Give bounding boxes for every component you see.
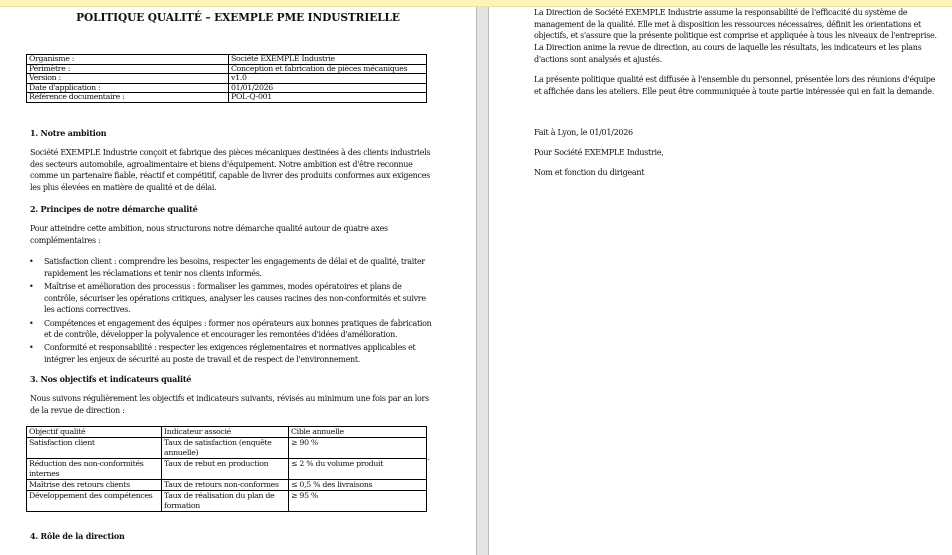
text-line: management de la qualité. Elle met à disposition les ressources nécessaires, définit les orientations et xyxy=(534,19,921,29)
bullet-icon: • xyxy=(29,257,34,266)
text-line: et de contrôle, développer la polyvalence et encourager les remontées d'idées d'amélioration. xyxy=(44,330,398,340)
text-line: comme un partenaire fiable, réactif et compétitif, capable de livrer des produits conformes aux exigences xyxy=(30,171,431,181)
table-cell: ≥ 95 % xyxy=(289,491,427,512)
text-line: d'actions sont analysés et ajustés. xyxy=(534,54,662,64)
section-4-paragraph-2 xyxy=(534,74,944,97)
table-cell: ≥ 90 % xyxy=(289,438,427,459)
table-cell: Taux de rebut en production xyxy=(162,459,289,480)
section-2-intro xyxy=(30,223,388,246)
text-line: de la revue de direction : xyxy=(30,405,125,415)
message-bar xyxy=(0,0,952,7)
text-line: Maîtrise et amélioration des processus : formaliser les gammes, modes opératoires et plans de xyxy=(44,281,402,291)
text-line: La Direction de Société EXEMPLE Industrie assume la responsabilité de l'efficacité du système de xyxy=(534,8,908,17)
text-line: les plus élevées en matière de qualité et de délai. xyxy=(30,183,217,193)
page-gap xyxy=(476,7,489,555)
table-cell: Satisfaction client xyxy=(27,438,162,459)
bullet-icon: • xyxy=(29,318,34,328)
table-header-row xyxy=(27,427,427,438)
info-label: Date d'application : xyxy=(27,83,229,93)
section-4-paragraph-1 xyxy=(534,7,944,66)
list-item xyxy=(26,342,436,365)
text-line: des secteurs automobile, agroalimentaire et biens d'équipement. Notre ambition est d'être reconnue xyxy=(30,159,413,169)
info-label: Organisme : xyxy=(27,55,229,65)
section-4-heading: 4. Rôle de la direction xyxy=(30,531,125,541)
signature-signatory: Nom et fonction du dirigeant xyxy=(534,168,645,177)
text-line: Satisfaction client : comprendre les besoins, respecter les engagements de délai et de qualité, traiter xyxy=(44,257,425,266)
info-row xyxy=(27,93,427,103)
table-cell: Réduction des non-conformités internes xyxy=(27,459,162,480)
signature-place-date: Fait à Lyon, le 01/01/2026 xyxy=(534,128,633,137)
info-label: Périmètre : xyxy=(27,64,229,74)
info-row xyxy=(27,55,427,65)
signature-company: Pour Société EXEMPLE Industrie, xyxy=(534,148,664,157)
table-cell: Développement des compétences xyxy=(27,491,162,512)
info-row xyxy=(27,74,427,84)
info-label: Référence documentaire : xyxy=(27,93,229,103)
text-line: La Direction anime la revue de direction, au cours de laquelle les résultats, les indicateurs et les plans xyxy=(534,43,922,53)
column-header: Objectif qualité xyxy=(27,427,162,438)
list-item xyxy=(26,256,436,279)
text-line: Compétences et engagement des équipes : former nos opérateurs aux bonnes pratiques de fabrication xyxy=(44,318,432,328)
table-row xyxy=(27,480,427,491)
document-page-2 xyxy=(489,7,952,555)
table-row xyxy=(27,491,427,512)
info-value: v1.0 xyxy=(229,74,427,84)
text-line: intégrer les enjeux de sécurité au poste de travail et de respect de l'environnement. xyxy=(44,355,361,365)
info-row xyxy=(27,64,427,74)
principles-list xyxy=(26,256,436,367)
text-line: et affichée dans les ateliers. Elle peut être communiquée à toute partie intéressée qui en fait la demande. xyxy=(534,86,934,96)
section-2-heading: 2. Principes de notre démarche qualité xyxy=(30,204,198,214)
text-line: La présente politique qualité est diffusée à l'ensemble du personnel, présentée lors des réunions d'équipe xyxy=(534,75,936,84)
document-page-1 xyxy=(0,7,476,555)
info-value: POL-Q-001 xyxy=(229,93,427,103)
objectives-table xyxy=(26,426,427,512)
text-line: contrôle, sécuriser les opérations critiques, analyser les causes racines des non-conformités et suivre xyxy=(44,293,426,303)
info-label: Version : xyxy=(27,74,229,84)
table-cell: Taux de satisfaction (enquête annuelle) xyxy=(162,438,289,459)
table-row xyxy=(27,438,427,459)
document-title: POLITIQUE QUALITÉ – EXEMPLE PME INDUSTRIELLE xyxy=(76,10,400,24)
info-value: Société EXEMPLE Industrie xyxy=(229,55,427,65)
section-3-heading: 3. Nos objectifs et indicateurs qualité xyxy=(30,374,192,384)
bullet-icon: • xyxy=(29,343,34,353)
paragraph-mark: . xyxy=(427,453,430,462)
list-item xyxy=(26,281,436,316)
column-header: Indicateur associé xyxy=(162,427,289,438)
section-1-paragraph xyxy=(30,147,430,194)
text-line: Nous suivons régulièrement les objectifs et indicateurs suivants, révisés au minimum une fois par an lors xyxy=(30,394,429,403)
text-line: complémentaires : xyxy=(30,235,101,245)
info-value: Conception et fabrication de pièces mécaniques xyxy=(229,64,427,74)
text-line: rapidement les réclamations et tenir nos clients informés. xyxy=(44,268,262,278)
section-1-heading: 1. Notre ambition xyxy=(30,128,107,138)
info-value: 01/01/2026 xyxy=(229,83,427,93)
section-3-intro xyxy=(30,393,429,416)
bullet-icon: • xyxy=(29,281,34,291)
table-cell: Maîtrise des retours clients xyxy=(27,480,162,491)
text-line: objectifs, et s'assure que la présente politique est comprise et appliquée à tous les niveaux de l'entreprise. xyxy=(534,31,937,41)
document-info-table xyxy=(26,54,427,103)
table-cell: Taux de réalisation du plan de formation xyxy=(162,491,289,512)
list-item xyxy=(26,318,436,341)
column-header: Cible annuelle xyxy=(289,427,427,438)
text-line: Société EXEMPLE Industrie conçoit et fabrique des pièces mécaniques destinées à des clients industriels xyxy=(30,148,431,157)
table-cell: ≤ 2 % du volume produit xyxy=(289,459,427,480)
text-line: les actions correctives. xyxy=(44,305,131,315)
table-cell: Taux de retours non-conformes xyxy=(162,480,289,491)
table-cell: ≤ 0,5 % des livraisons xyxy=(289,480,427,491)
table-row xyxy=(27,459,427,480)
text-line: Conformité et responsabilité : respecter les exigences réglementaires et normatives applicables et xyxy=(44,343,416,353)
text-line: Pour atteindre cette ambition, nous structurons notre démarche qualité autour de quatre axes xyxy=(30,224,388,233)
